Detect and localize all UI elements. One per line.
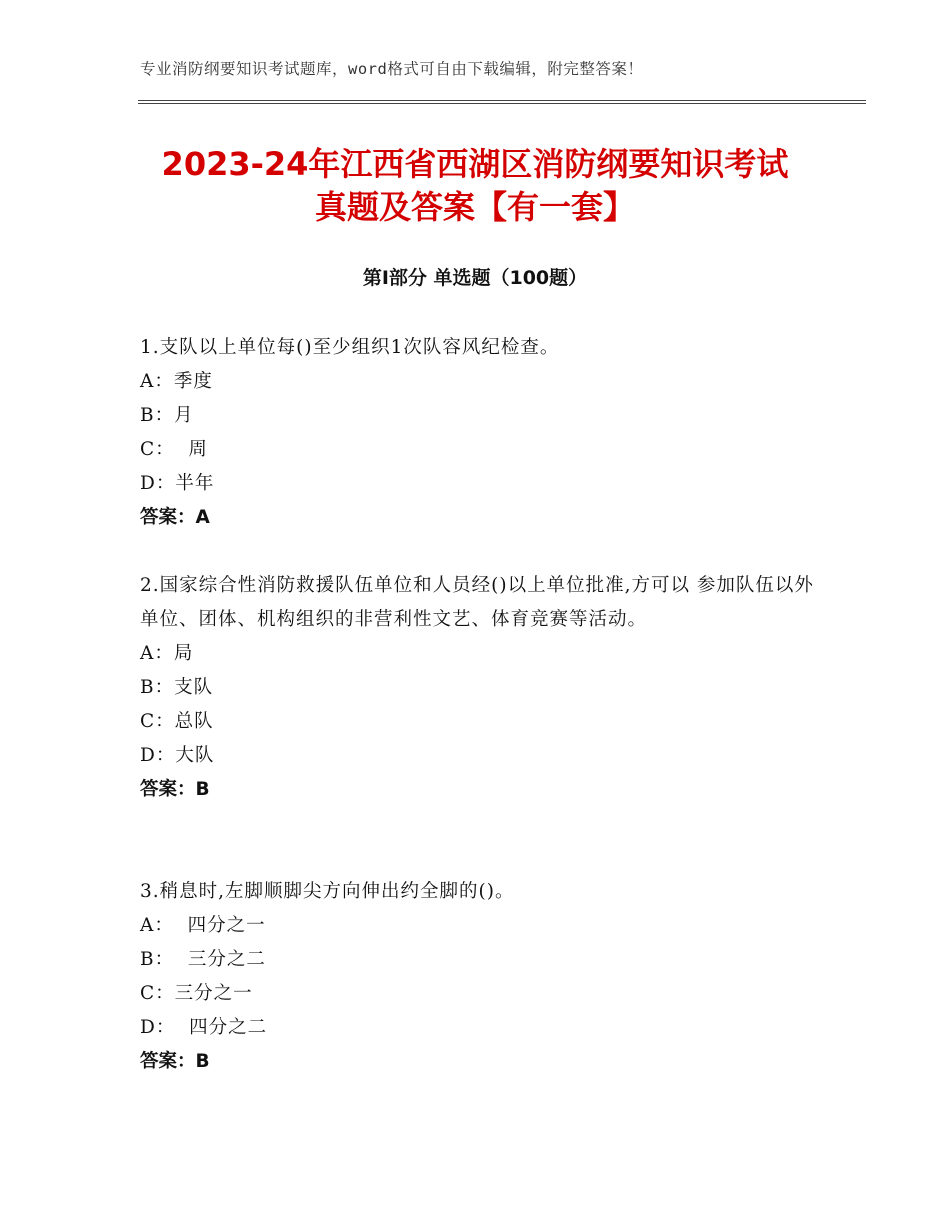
answer: 答案：B: [140, 1051, 210, 1072]
question-3: [140, 875, 820, 1079]
header-divider-bottom: [138, 103, 866, 104]
option-d: D：大队: [140, 745, 215, 766]
section-heading: 第Ⅰ部分 单选题（100题）: [362, 267, 588, 289]
option-d: D：半年: [140, 473, 215, 494]
answer: 答案：A: [140, 507, 210, 528]
option-c: C： 周: [140, 439, 208, 460]
title-line-2: 真题及答案【有一套】: [314, 188, 635, 226]
question-stem: 1.支队以上单位每()至少组织1次队容风纪检查。: [140, 337, 560, 358]
option-b: B： 三分之二: [140, 949, 266, 970]
option-b: B：支队: [140, 677, 214, 698]
option-c: C：总队: [140, 711, 214, 732]
document-title: [0, 143, 950, 229]
question-2: [140, 569, 820, 807]
header-note: 专业消防纲要知识考试题库，word格式可自由下载编辑，附完整答案！: [140, 60, 644, 78]
option-a: A：局: [140, 643, 194, 664]
option-b: B：月: [140, 405, 194, 426]
header-divider-top: [138, 100, 866, 101]
question-1: [140, 331, 820, 535]
answer: 答案：B: [140, 779, 210, 800]
question-stem: 2.国家综合性消防救援队伍单位和人员经()以上单位批准,方可以 参加队伍以外单位、团体、机构组织的非营利性文艺、体育竞赛等活动。: [140, 575, 814, 630]
option-d: D： 四分之二: [140, 1017, 268, 1038]
title-line-1: 2023-24年江西省西湖区消防纲要知识考试: [161, 145, 789, 183]
option-a: A： 四分之一: [140, 915, 266, 936]
option-a: A：季度: [140, 371, 213, 392]
option-c: C：三分之一: [140, 983, 253, 1004]
question-stem: 3.稍息时,左脚顺脚尖方向伸出约全脚的()。: [140, 881, 515, 902]
